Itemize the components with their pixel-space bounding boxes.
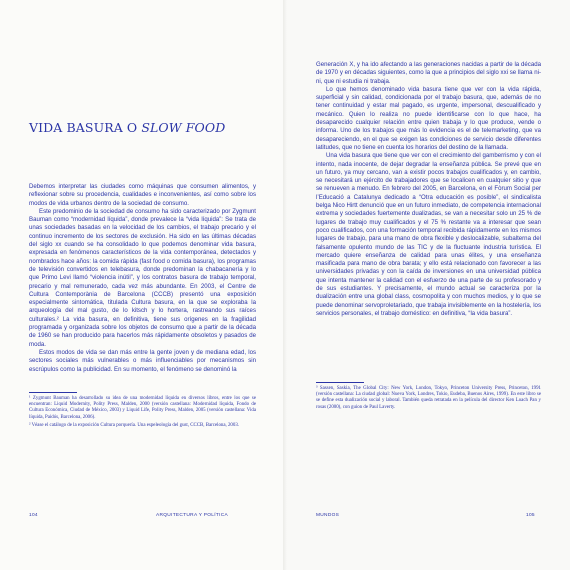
left-footnotes — [29, 396, 256, 432]
footnote-rule — [316, 382, 364, 383]
page-number: 104 — [29, 513, 38, 518]
footnote: ¹ Zygmunt Bauman ha desarrollado su idea de una modernidad líquida en diversos libros, entre los que se encuentran: Liquid Modernity, Polity Press, Malden, 2000 (versión castellana: Modernidad líquida, Fondo de Cultura Económica, Ciudad de México, 2003) y Liquid Life, Polity Press, Malden, 2005 (versión castellana: Vida líquida, Paidós, Barcelona, 2006). — [29, 396, 256, 420]
paragraph: Este predominio de la sociedad de consumo ha sido caracterizado por Zygmunt Bauman como “modernidad líquida”, donde prevalece la “vida líquida”: Se trata de unas sociedades basadas en la velocidad de los cambios, el trabajo precario y el continuo incremento de los sectores de exclusión. Ha sido en las últimas décadas del siglo xx cuando se ha consolidado lo que podemos denominar vida basura, expresada en fenómenos característicos de la vida contemporánea, detectados y nombrados hace años: la comida rápida (fast food o comida basura), los programas de televisión convertidos en telebasura, donde predominan la chabacanería y lo que Primo Levi llamó “violencia inútil”, y los contratos basura de trabajo temporal, precario y mal remunerado, cada vez más abundante. En 2003, el Centre de Cultura Contemporània de Barcelona (CCCB) presentó una exposición especialmente sintomática, titulada Cultura basura, en la que se exploraba la arqueología del mal gusto, de lo kitsch y lo hortera, rastreando sus raíces culturales.² La vida basura, en definitiva, tiene sus orígenes en la fragilidad programada y organizada sobre los objetos de consumo que a partir de la década de 1960 se han producido para hacerlos más rápidamente obsoletos y pasados de moda. — [29, 207, 256, 348]
paragraph: Lo que hemos denominado vida basura tiene que ver con la vida rápida, superficial y sin calidad, condicionada por el trabajo basura, que, además de no tener continuidad y estar mal pagado, es urgente, impersonal, descualificado y mecánico. Quien lo realiza no puede identificarse con lo que hace, ha desaparecido cualquier relación entre quien trabaja y lo que produce, vende o informa. Uno de los trabajos que más lo evidencia es el de telemarketing, que va desapareciendo, en el que se exigen las condiciones de servicio desde diferentes latitudes, que no tiene en cuenta los horarios del destino de la llamada. — [316, 85, 541, 151]
book-gutter — [283, 0, 287, 570]
right-page — [285, 0, 570, 570]
page-number: 105 — [526, 513, 535, 518]
chapter-heading-italic: SLOW FOOD — [141, 120, 226, 135]
chapter-heading-main: VIDA BASURA O — [29, 120, 142, 135]
paragraph: Estos modos de vida se dan más entre la gente joven y de mediana edad, los sectores sociales más vulnerables o más influenciables por mecanismos sin escrúpulos como la publicidad. En su momento, el fenómeno se denominó la — [29, 348, 256, 373]
paragraph: Generación X, y ha ido afectando a las generaciones nacidas a partir de la década de 1970 y en décadas siguientes, como la que a principios del siglo xxi se llama ni-ni, que ni estudia ni trabaja. — [316, 61, 541, 85]
footnote-rule — [29, 392, 77, 393]
footnote: ² Véase el catálogo de la exposición Cultura porquería. Una espeleología del gust, CCCB, Barcelona, 2003. — [29, 423, 239, 429]
left-body-text — [29, 183, 256, 374]
running-head: MUNDOS — [316, 513, 340, 518]
footnote: ³ Sassen, Saskia, The Global City: New York, London, Tokyo, Princeton University Press, Princeton, 1991 (versión castellana: La ciudad global: Nueva York, Londres, Tokio, Eudeba, Buenos Aires, 1999). En este libro se se define esta dualización social y laboral. También queda retratada en la película del director Ken Loach Pan y rosas (2000), con guion de Paul Laverty. — [316, 386, 541, 410]
chapter-heading — [29, 120, 225, 135]
right-body-text — [316, 61, 541, 318]
running-head: ARQUITECTURA Y POLÍTICA — [156, 513, 229, 518]
right-footnotes — [316, 386, 541, 413]
paragraph: Una vida basura que tiene que ver con el crecimiento del gamberrismo y con el intento, nada inocente, de dejar degradar la enseñanza pública. Se prevé que en un futuro, ya muy cercano, van a existir pocos trabajos cualificados y, en cambio, se necesitará un ejército de trabajadores que se localicen en cualquier sitio y que se renueven a menudo. En febrero del 2005, en Barcelona, en el Fòrum Social per l’Educació a Catalunya dedicado a “Otra educación es posible”, el sindicalista belga Nico Hirtt denunció que en un futuro inmediato, de competencia internacional extrema y sociedades fuertemente dualizadas, se van a necesitar solo un 25 % de lugares de trabajo muy cualificados y el 75 % restante va a interesar que sean poco cualificados, con una formación temporal recibida rápidamente en los mismos lugares de trabajo, para una mano de obra flexible y deslocalizable, subalterna del falsamente opulento mundo de las TIC y de la fluctuante industria turística. El mercado quiere enseñanza de calidad para unas élites, y una enseñanza masificada para mano de obra barata; y ello está relacionado con favorecer a las universidades privadas y con la caída de inversiones en una universidad pública que intenta mantener la calidad con el esfuerzo de una parte de su profesorado y de sus estudiantes. Y precisamente, el mundo actual se caracteriza por la dualización entre una global class, cosmopolita y con muchos medios, y lo que se puede denominar servoproletariado, que trabaja invisiblemente en la hostelería, los servicios personales, el trabajo doméstico: en definitiva, “la vida basura”. — [316, 152, 541, 317]
paragraph: Debemos interpretar las ciudades como máquinas que consumen alimentos, y reflexionar sobre su procedencia, cualidades e inconvenientes, así como sobre los modos de vida urbanos dentro de la sociedad de consumo. — [29, 183, 256, 207]
